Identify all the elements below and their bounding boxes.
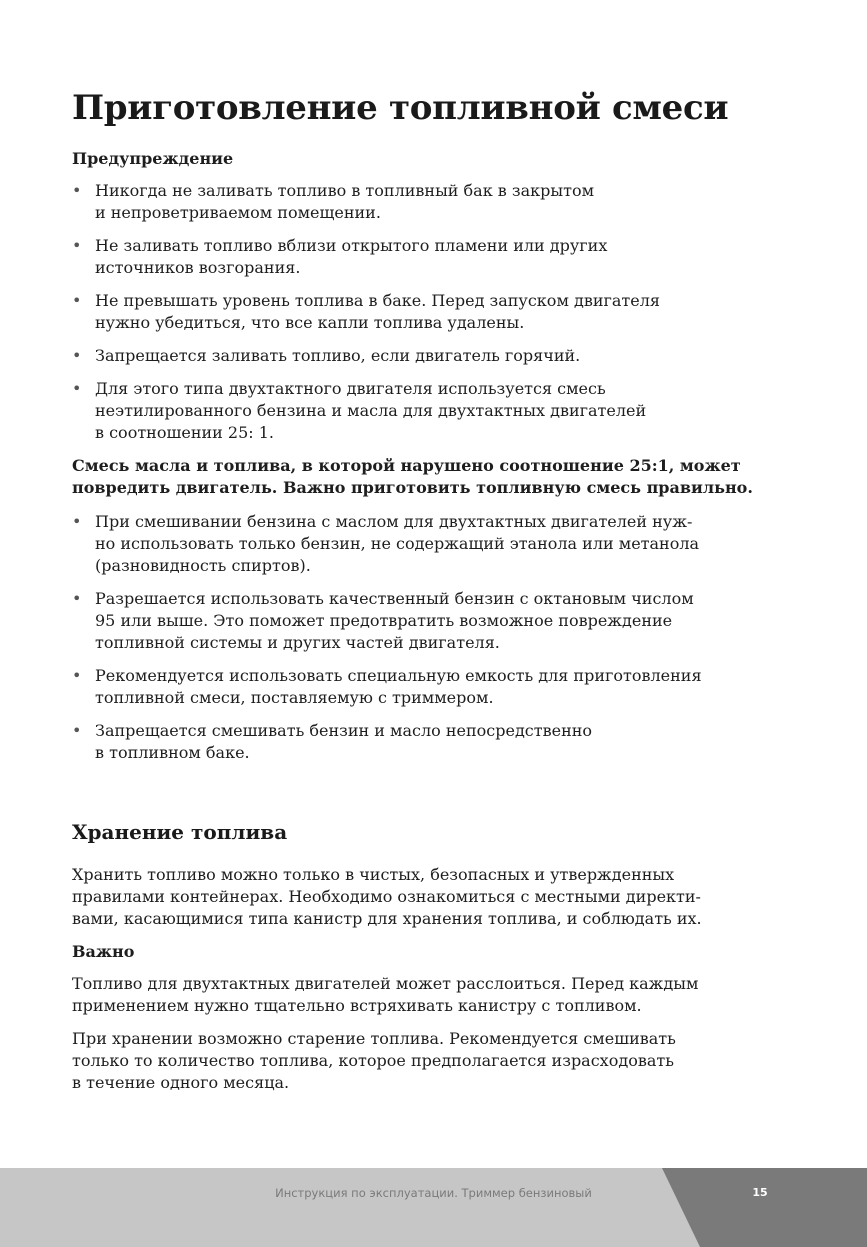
section-title-fuel-storage: Хранение топлива — [72, 820, 288, 844]
warning-label: Предупреждение — [72, 149, 234, 168]
warning-list — [72, 180, 772, 444]
fuel-storage-section — [72, 818, 772, 1094]
important-paragraph: Топливо для двухтактных двигателей может расслоиться. Перед каждым применением нужно тщательно встряхивать канистру с топливом. — [72, 974, 699, 1015]
page-footer — [0, 1168, 867, 1247]
list-item: • Запрещается смешивать бензин и масло непосредственно в топливном баке. — [72, 720, 772, 764]
footer-document-title: Инструкция по эксплуатации. Триммер бензиновый — [275, 1186, 592, 1200]
section-title-fuel-mix: Приготовление топливной смеси — [72, 88, 729, 128]
page-content — [72, 86, 772, 1105]
list-item: • Для этого типа двухтактного двигателя используется смесь неэтилированного бензина и масла для двухтактных двигателей в соотношении 25: 1. — [72, 378, 772, 444]
list-item: • Не заливать топливо вблизи открытого пламени или других источников возгорания. — [72, 235, 772, 279]
list-item: • Разрешается использовать качественный бензин с октановым числом 95 или выше. Это поможет предотвратить возможное повреждение топливной системы и других частей двигателя. — [72, 588, 772, 654]
list-item: • Рекомендуется использовать специальную емкость для приготовления топливной смеси, поставляемую с триммером. — [72, 665, 772, 709]
storage-paragraph: Хранить топливо можно только в чистых, безопасных и утвержденных правилами контейнерах. Необходимо ознакомиться с местными директи- вами, касающимися типа канистр для хранения топлива, и соблюдать их. — [72, 865, 702, 928]
page-number: 15 — [752, 1186, 768, 1199]
list-item: • Не превышать уровень топлива в баке. Перед запуском двигателя нужно убедиться, что все капли топлива удалены. — [72, 290, 772, 334]
footer-accent-block — [662, 1168, 867, 1247]
important-label: Важно — [72, 942, 135, 961]
mixing-list — [72, 511, 772, 764]
aging-paragraph: При хранении возможно старение топлива. Рекомендуется смешивать только то количество топлива, которое предполагается израсходовать в течение одного месяца. — [72, 1029, 676, 1092]
mix-ratio-warning: Смесь масла и топлива, в которой нарушено соотношение 25:1, может повредить двигатель. Важно приготовить топливную смесь правильно. — [72, 456, 753, 497]
list-item: • Никогда не заливать топливо в топливный бак в закрытом и непроветриваемом помещении. — [72, 180, 772, 224]
list-item: • При смешивании бензина с маслом для двухтактных двигателей нуж- но использовать только бензин, не содержащий этанола или метанола (разновидность спиртов). — [72, 511, 772, 577]
list-item: • Запрещается заливать топливо, если двигатель горячий. — [72, 345, 772, 367]
